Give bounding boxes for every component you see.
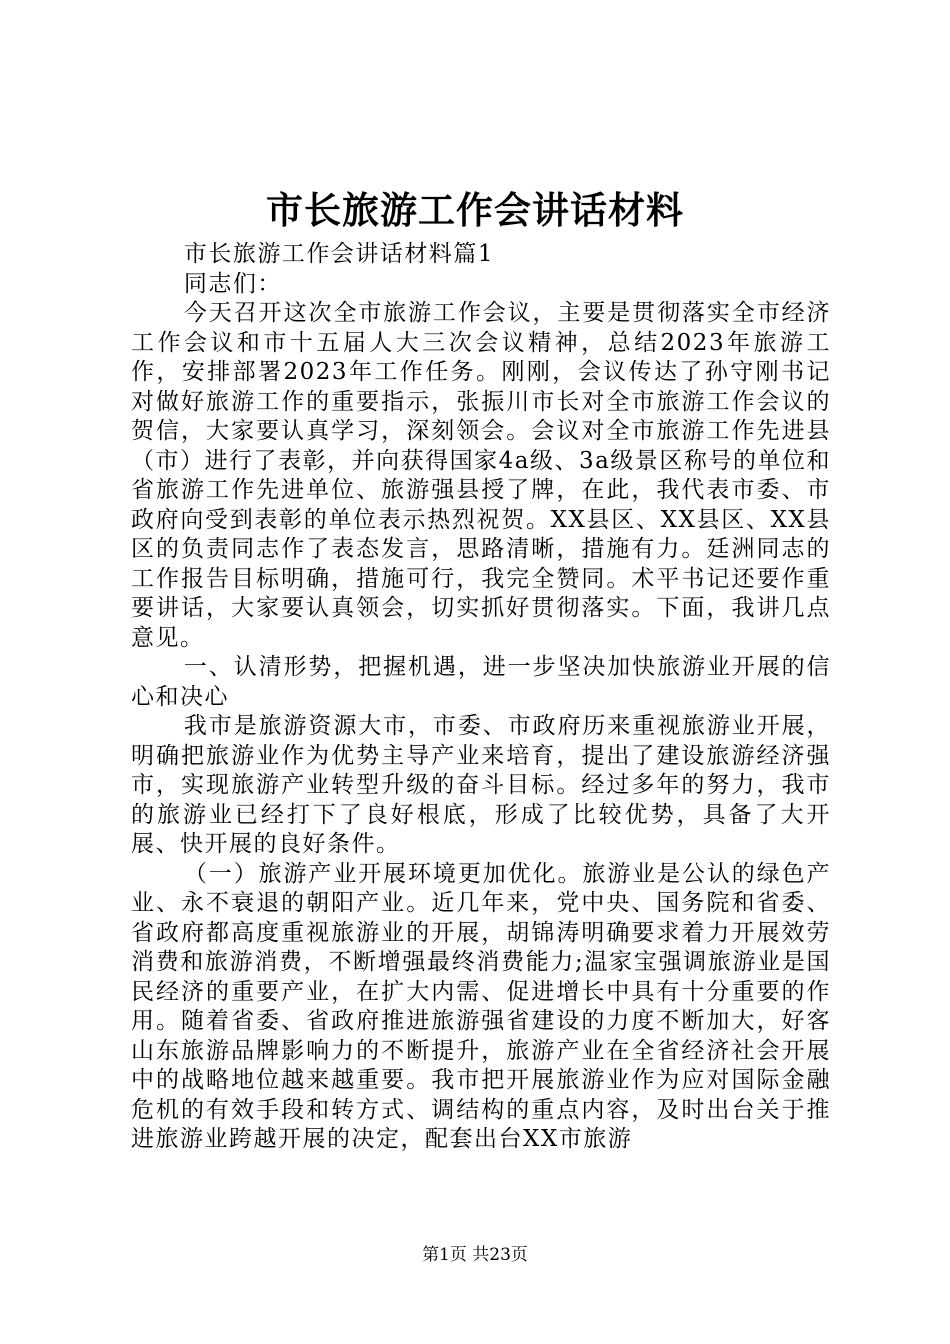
section-heading: 市长旅游工作会讲话材料篇1 — [183, 241, 495, 267]
document-title: 市长旅游工作会讲话材料 — [266, 188, 684, 232]
paragraph: 今天召开这次全市旅游工作会议，主要是贯彻落实全市经济工作会议和市十五届人大三次会议精神，总结2023年旅游工作，安排部署2023年工作任务。刚刚，会议传达了孙守刚书记对做好旅游工作的重要指示，张振川市长对全市旅游工作会议的贺信，大家要认真学习，深刻领会。会议对全市旅游工作先进县（市）进行了表彰，并向获得国家4a级、3a级景区称号的单位和省旅游工作先进单位、旅游强县授了牌，在此，我代表市委、市政府向受到表彰的单位表示热烈祝贺。XX县区、XX县区、XX县区的负责同志作了表态发言，思路清晰，措施有力。廷洲同志的工作报告目标明确，措施可行，我完全赞同。术平书记还要作重要讲话，大家要认真领会，切实抓好贯彻落实。下面，我讲几点意见。 — [131, 300, 831, 651]
paragraph-heading: 一、认清形势，把握机遇，进一步坚决加快旅游业开展的信心和决心 — [131, 654, 831, 710]
paragraph: （一）旅游产业开展环境更加优化。旅游业是公认的绿色产业、永不衰退的朝阳产业。近几年来，党中央、国务院和省委、省政府都高度重视旅游业的开展，胡锦涛明确要求着力开展效劳消费和旅游消费，不断增强最终消费能力;温家宝强调旅游业是国民经济的重要产业，在扩大内需、促进增长中具有十分重要的作用。随着省委、省政府推进旅游强省建设的力度不断加大，好客山东旅游品牌影响力的不断提升，旅游产业在全省经济社会开展中的战略地位越来越重要。我市把开展旅游业作为应对国际金融危机的有效手段和转方式、调结构的重点内容，及时出台关于推进旅游业跨越开展的决定，配套出台XX市旅游 — [131, 860, 831, 1152]
document-body — [131, 240, 831, 1155]
salutation: 同志们： — [183, 270, 282, 297]
page-number: 第1页 共23页 — [422, 1245, 528, 1265]
paragraph: 我市是旅游资源大市，市委、市政府历来重视旅游业开展，明确把旅游业作为优势主导产业来培育，提出了建设旅游经济强市，实现旅游产业转型升级的奋斗目标。经过多年的努力，我市的旅游业已经打下了良好根底，形成了比较优势，具备了大开展、快开展的良好条件。 — [131, 713, 831, 857]
